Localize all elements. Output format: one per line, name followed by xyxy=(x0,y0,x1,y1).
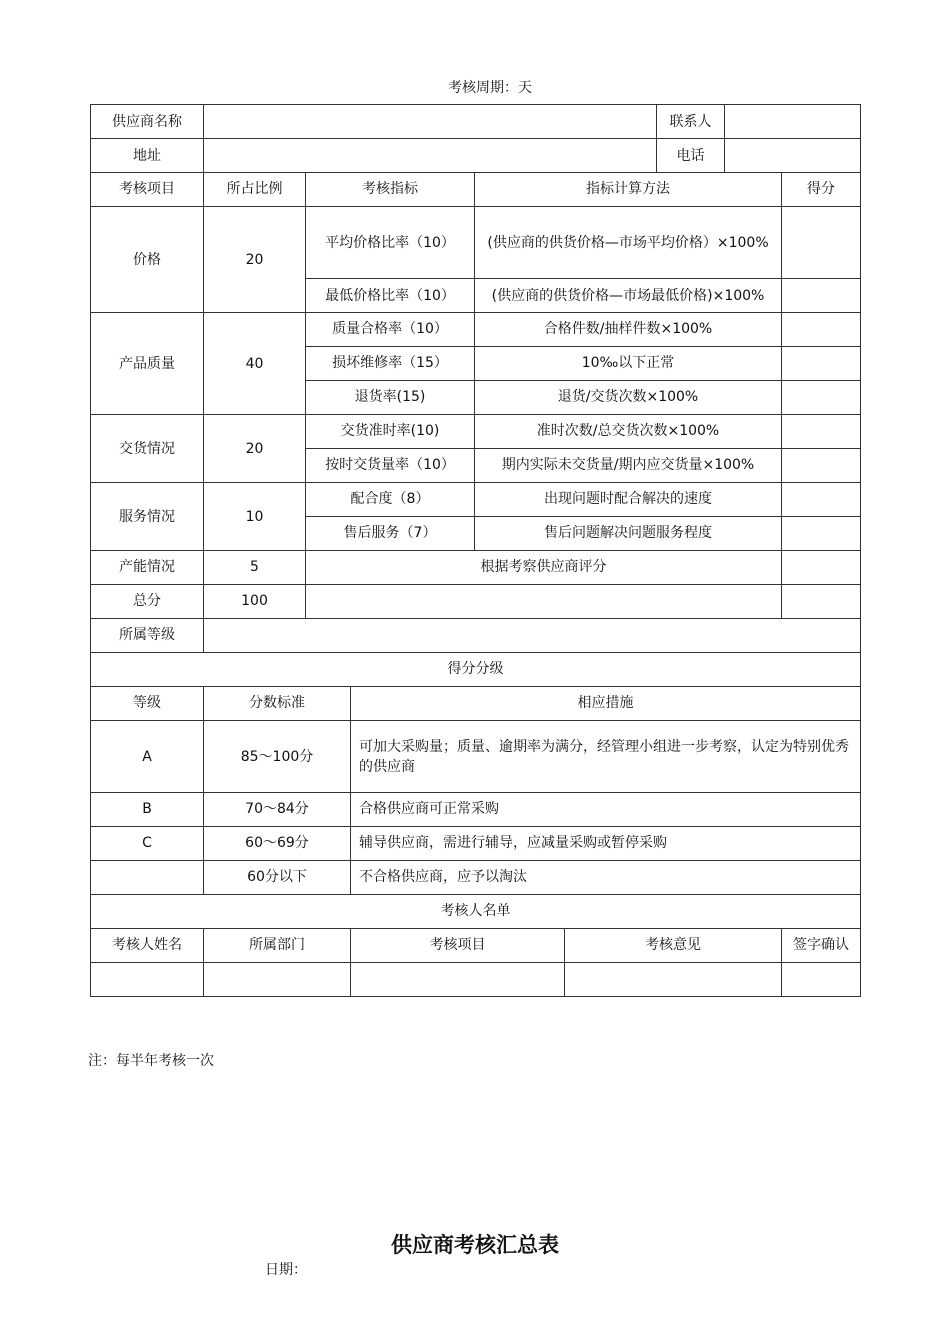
capacity-ratio: 5 xyxy=(204,551,306,585)
reviewer-name-field[interactable] xyxy=(91,963,204,997)
service-score-1[interactable] xyxy=(782,483,861,517)
supplier-name-field[interactable] xyxy=(204,105,657,139)
assessment-period: 考核周期：天 xyxy=(448,80,532,96)
reviewers-title: 考核人名单 xyxy=(91,895,861,929)
delivery-method-1: 准时次数/总交货次数×100% xyxy=(475,415,782,449)
price-method-2: (供应商的供货价格—市场最低价格)×100% xyxy=(475,279,782,313)
price-label: 价格 xyxy=(91,207,204,313)
grading-measure-d: 不合格供应商，应予以淘汰 xyxy=(351,861,861,895)
service-indicator-1: 配合度（8） xyxy=(306,483,475,517)
quality-ratio: 40 xyxy=(204,313,306,415)
service-score-2[interactable] xyxy=(782,517,861,551)
delivery-label: 交货情况 xyxy=(91,415,204,483)
reviewer-item-field[interactable] xyxy=(351,963,565,997)
grading-grade-b: B xyxy=(91,793,204,827)
price-score-1[interactable] xyxy=(782,207,861,279)
grade-field[interactable] xyxy=(204,619,861,653)
total-blank xyxy=(306,585,782,619)
price-indicator-1: 平均价格比率（10） xyxy=(306,207,475,279)
quality-score-3[interactable] xyxy=(782,381,861,415)
reviewer-opinion-field[interactable] xyxy=(565,963,782,997)
quality-indicator-2: 损坏维修率（15） xyxy=(306,347,475,381)
reviewer-dept-field[interactable] xyxy=(204,963,351,997)
service-indicator-2: 售后服务（7） xyxy=(306,517,475,551)
reviewer-sign-field[interactable] xyxy=(782,963,861,997)
reviewer-header-name: 考核人姓名 xyxy=(91,929,204,963)
phone-field[interactable] xyxy=(725,139,861,173)
contact-label: 联系人 xyxy=(657,105,725,139)
service-method-1: 出现问题时配合解决的速度 xyxy=(475,483,782,517)
total-label: 总分 xyxy=(91,585,204,619)
footnote: 注：每半年考核一次 xyxy=(88,1053,214,1069)
header-ratio: 所占比例 xyxy=(204,173,306,207)
price-method-1: (供应商的供货价格—市场平均价格）×100% xyxy=(475,207,782,279)
quality-score-1[interactable] xyxy=(782,313,861,347)
capacity-method: 根据考察供应商评分 xyxy=(306,551,782,585)
address-label: 地址 xyxy=(91,139,204,173)
header-score: 得分 xyxy=(782,173,861,207)
quality-indicator-1: 质量合格率（10） xyxy=(306,313,475,347)
quality-score-2[interactable] xyxy=(782,347,861,381)
date-label: 日期： xyxy=(265,1262,307,1278)
grading-grade-c: C xyxy=(91,827,204,861)
total-ratio: 100 xyxy=(204,585,306,619)
service-ratio: 10 xyxy=(204,483,306,551)
address-field[interactable] xyxy=(204,139,657,173)
grading-measure-b: 合格供应商可正常采购 xyxy=(351,793,861,827)
grading-standard-a: 85～100分 xyxy=(204,721,351,793)
reviewer-header-opinion: 考核意见 xyxy=(565,929,782,963)
delivery-ratio: 20 xyxy=(204,415,306,483)
contact-field[interactable] xyxy=(725,105,861,139)
phone-label: 电话 xyxy=(657,139,725,173)
grading-standard-b: 70～84分 xyxy=(204,793,351,827)
header-item: 考核项目 xyxy=(91,173,204,207)
supplier-assessment-table xyxy=(90,104,861,997)
quality-method-1: 合格件数/抽样件数×100% xyxy=(475,313,782,347)
grading-measure-a: 可加大采购量；质量、逾期率为满分，经管理小组进一步考察，认定为特别优秀的供应商 xyxy=(351,721,861,793)
delivery-score-1[interactable] xyxy=(782,415,861,449)
delivery-indicator-2: 按时交货量率（10） xyxy=(306,449,475,483)
summary-title: 供应商考核汇总表 xyxy=(391,1233,559,1257)
quality-indicator-3: 退货率(15) xyxy=(306,381,475,415)
total-score[interactable] xyxy=(782,585,861,619)
supplier-name-label: 供应商名称 xyxy=(91,105,204,139)
grading-title: 得分分级 xyxy=(91,653,861,687)
header-method: 指标计算方法 xyxy=(475,173,782,207)
price-ratio: 20 xyxy=(204,207,306,313)
quality-label: 产品质量 xyxy=(91,313,204,415)
grading-standard-c: 60～69分 xyxy=(204,827,351,861)
grading-grade-d xyxy=(91,861,204,895)
service-label: 服务情况 xyxy=(91,483,204,551)
price-score-2[interactable] xyxy=(782,279,861,313)
reviewer-header-item: 考核项目 xyxy=(351,929,565,963)
grading-grade-a: A xyxy=(91,721,204,793)
service-method-2: 售后问题解决问题服务程度 xyxy=(475,517,782,551)
quality-method-3: 退货/交货次数×100% xyxy=(475,381,782,415)
reviewer-header-sign: 签字确认 xyxy=(782,929,861,963)
grading-standard-d: 60分以下 xyxy=(204,861,351,895)
grading-header-standard: 分数标准 xyxy=(204,687,351,721)
capacity-label: 产能情况 xyxy=(91,551,204,585)
header-indicator: 考核指标 xyxy=(306,173,475,207)
price-indicator-2: 最低价格比率（10） xyxy=(306,279,475,313)
grading-measure-c: 辅导供应商，需进行辅导，应减量采购或暂停采购 xyxy=(351,827,861,861)
quality-method-2: 10‰以下正常 xyxy=(475,347,782,381)
grading-header-measure: 相应措施 xyxy=(351,687,861,721)
grading-header-grade: 等级 xyxy=(91,687,204,721)
delivery-score-2[interactable] xyxy=(782,449,861,483)
capacity-score[interactable] xyxy=(782,551,861,585)
delivery-method-2: 期内实际未交货量/期内应交货量×100% xyxy=(475,449,782,483)
reviewer-header-dept: 所属部门 xyxy=(204,929,351,963)
delivery-indicator-1: 交货准时率(10) xyxy=(306,415,475,449)
grade-label: 所属等级 xyxy=(91,619,204,653)
